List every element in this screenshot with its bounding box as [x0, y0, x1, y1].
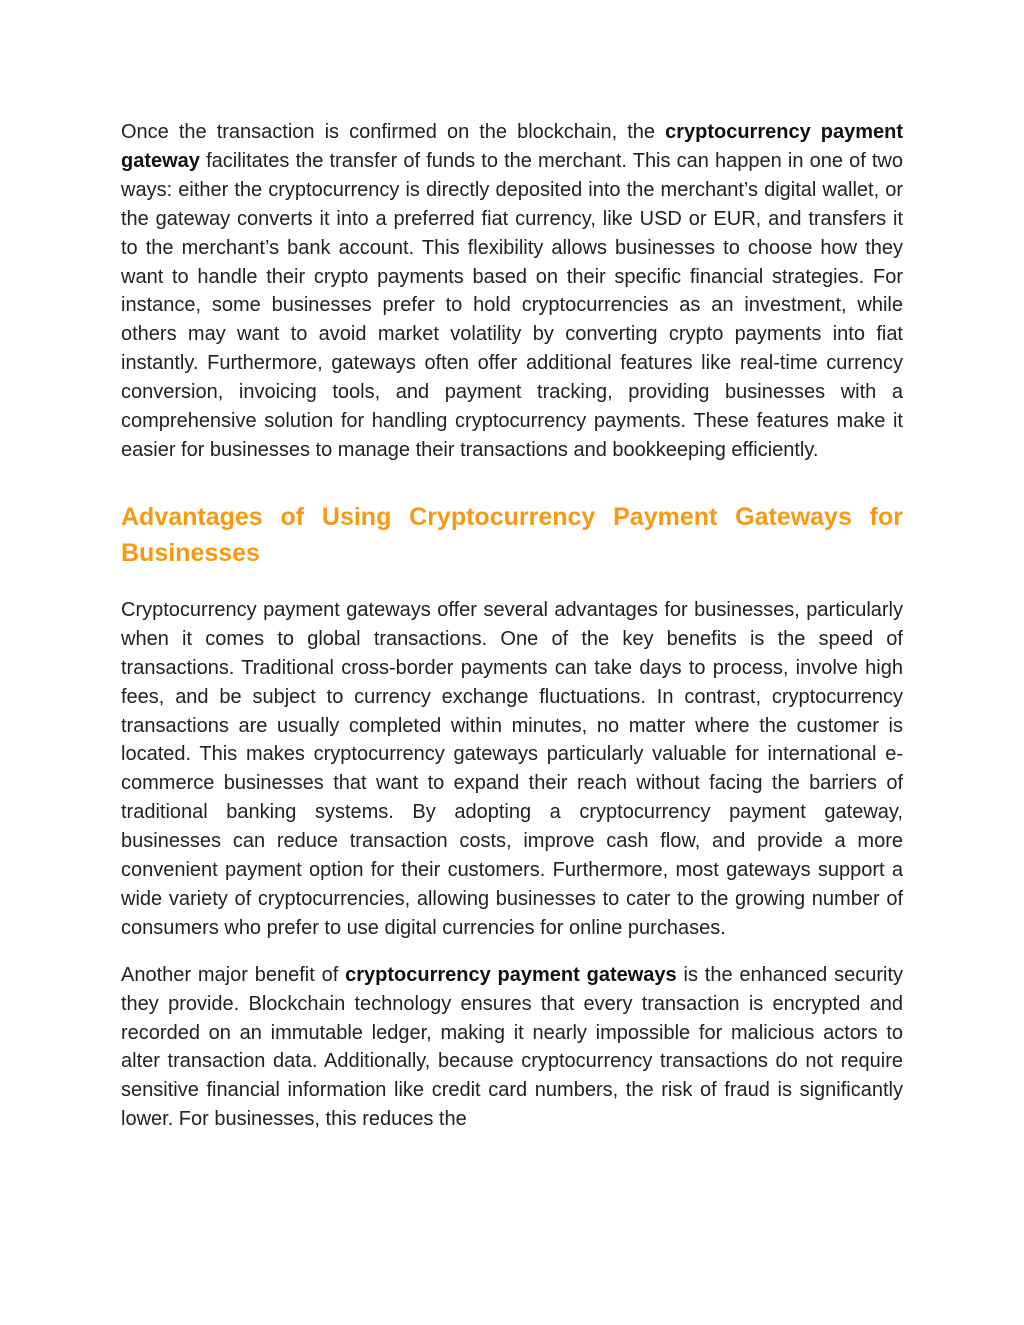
- paragraph-security: [121, 961, 903, 1134]
- bold-term: cryptocurrency payment gateway: [121, 121, 903, 172]
- paragraph-text: is the enhanced security they provide. Blockchain technology ensures that every transaction is encrypted and recorded on an immutable ledger, making it nearly impossible for malicious actors to alter transaction data. Additionally, because cryptocurrency transactions do not require sensitive financial information like credit card numbers, the risk of fraud is significantly lower. For businesses, this reduces the: [121, 963, 904, 1131]
- document-page: [121, 118, 903, 1134]
- paragraph-payment-settlement: [121, 118, 903, 465]
- paragraph-advantages: Cryptocurrency payment gateways offer several advantages for businesses, particularly when it comes to global transactions. One of the key benefits is the speed of transactions. Traditional cross-border payments can take days to process, involve high fees, and be subject to currency exchange fluctuations. In contrast, cryptocurrency transactions are usually completed within minutes, no matter where the customer is located. This makes cryptocurrency gateways particularly valuable for international e-commerce businesses that want to expand their reach without facing the barriers of traditional banking systems. By adopting a cryptocurrency payment gateway, businesses can reduce transaction costs, improve cash flow, and provide a more convenient payment option for their customers. Furthermore, most gateways support a wide variety of cryptocurrencies, allowing businesses to cater to the growing number of consumers who prefer to use digital currencies for online purchases.: [121, 598, 903, 939]
- paragraph-text: facilitates the transfer of funds to the merchant. This can happen in one of two ways: either the cryptocurrency is directly deposited into the merchant’s digital wallet, or the gateway converts it into a preferred fiat currency, like USD or EUR, and transfers it to the merchant’s bank account. This flexibility allows businesses to choose how they want to handle their crypto payments based on their specific financial strategies. For instance, some businesses prefer to hold cryptocurrencies as an investment, while others may want to avoid market volatility by converting crypto payments into fiat instantly. Furthermore, gateways often offer additional features like real-time currency conversion, invoicing tools, and payment tracking, providing businesses with a comprehensive solution for handling cryptocurrency payments. These features make it easier for businesses to manage their transactions and bookkeeping efficiently.: [121, 149, 903, 461]
- paragraph-text: Once the transaction is confirmed on the blockchain, the: [121, 121, 666, 143]
- paragraph-text: Another major benefit of: [121, 963, 346, 986]
- bold-term: cryptocurrency payment gateways: [345, 963, 677, 986]
- section-heading: Advantages of Using Cryptocurrency Payment Gateways for Businesses: [121, 502, 903, 567]
